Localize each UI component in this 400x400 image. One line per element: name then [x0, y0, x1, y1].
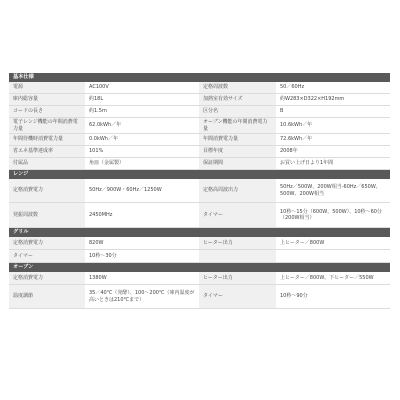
spec-label: タイマー	[199, 285, 276, 308]
spec-label: 付属品	[9, 158, 85, 169]
spec-label: 電源	[9, 82, 85, 93]
spec-value: 10秒〜15分（600W、500W）、10秒〜60分（200W相当）	[276, 203, 390, 227]
spec-label: 電子レンジ機能の年間消費電力量	[9, 118, 85, 133]
spec-value: 上ヒーター／800W	[276, 237, 390, 249]
table-row	[9, 158, 390, 170]
spec-value: AC100V	[85, 82, 199, 93]
spec-value: 1380W	[85, 272, 199, 284]
spec-label: 年間待機時消費電力量	[9, 134, 85, 145]
spec-value: 角皿（金属製）	[85, 158, 199, 169]
spec-value: お買い上げ日より1年間	[276, 158, 390, 169]
spec-label: ヒーター出力	[199, 272, 276, 284]
table-row	[9, 203, 390, 228]
section-grill	[9, 228, 390, 263]
spec-value: 約1.5m	[85, 106, 199, 117]
table-row	[9, 146, 390, 158]
spec-label: タイマー	[199, 203, 276, 227]
spec-value: 50Hz／500W、200W相当-60Hz／650W、500W、200W相当	[276, 179, 390, 202]
spec-label: ヒーター出力	[199, 237, 276, 249]
spec-value: 101%	[85, 146, 199, 157]
spec-label: 定格周波数	[199, 82, 276, 93]
spec-value: 62.0kWh／年	[85, 118, 199, 133]
spec-value: B	[276, 106, 390, 117]
table-row	[9, 94, 390, 106]
spec-label: 定格消費電力	[9, 237, 85, 249]
spec-sheet	[9, 73, 390, 309]
spec-label: 定格高周波出力	[199, 179, 276, 202]
table-row	[9, 285, 390, 309]
spec-label: 庫内総容量	[9, 94, 85, 105]
table-row	[9, 118, 390, 134]
spec-value: 50Hz／900W・60Hz／1250W	[85, 179, 199, 202]
spec-label: 発振周波数	[9, 203, 85, 227]
spec-value: 50／60Hz	[276, 82, 390, 93]
spec-label: 省エネ基準達成率	[9, 146, 85, 157]
spec-value: 820W	[85, 237, 199, 249]
spec-value: 2008年	[276, 146, 390, 157]
spec-label: 温度調節	[9, 285, 85, 308]
table-row	[9, 237, 390, 250]
spec-label: 年間消費電力量	[199, 134, 276, 145]
spec-value: 72.6kWh／年	[276, 134, 390, 145]
table-row	[9, 134, 390, 146]
spec-value: 10秒〜30分	[85, 250, 199, 262]
section-header: グリル	[9, 228, 390, 237]
table-row	[9, 82, 390, 94]
section-header: 基本仕様	[9, 73, 390, 82]
spec-value: 約W283×D322×H192mm	[276, 94, 390, 105]
spec-label: 加熱室有効サイズ	[199, 94, 276, 105]
spec-label: タイマー	[9, 250, 85, 262]
spec-value: 上ヒーター／800W、下ヒーター／550W	[276, 272, 390, 284]
spec-label	[199, 250, 276, 262]
spec-value: 2450MHz	[85, 203, 199, 227]
spec-label: 区分名	[199, 106, 276, 117]
spec-value: 0.0kWh／年	[85, 134, 199, 145]
section-microwave	[9, 170, 390, 228]
spec-value: 35／40℃（発酵）、100〜200℃（庫内温度が高いときは210℃まで）	[85, 285, 199, 308]
spec-label: 保証期間	[199, 158, 276, 169]
spec-value	[276, 250, 390, 262]
section-basic-specs	[9, 73, 390, 170]
spec-label: オーブン機能の年間消費電力量	[199, 118, 276, 133]
spec-value: 約18L	[85, 94, 199, 105]
table-row	[9, 106, 390, 118]
section-oven	[9, 263, 390, 309]
spec-value: 10.6kWh／年	[276, 118, 390, 133]
spec-value: 10秒〜90分	[276, 285, 390, 308]
section-header: オーブン	[9, 263, 390, 272]
spec-label: コードの長さ	[9, 106, 85, 117]
spec-label: 定格消費電力	[9, 272, 85, 284]
spec-label: 定格消費電力	[9, 179, 85, 202]
table-row	[9, 250, 390, 263]
table-row	[9, 272, 390, 285]
section-header: レンジ	[9, 170, 390, 179]
spec-label: 目標年度	[199, 146, 276, 157]
table-row	[9, 179, 390, 203]
